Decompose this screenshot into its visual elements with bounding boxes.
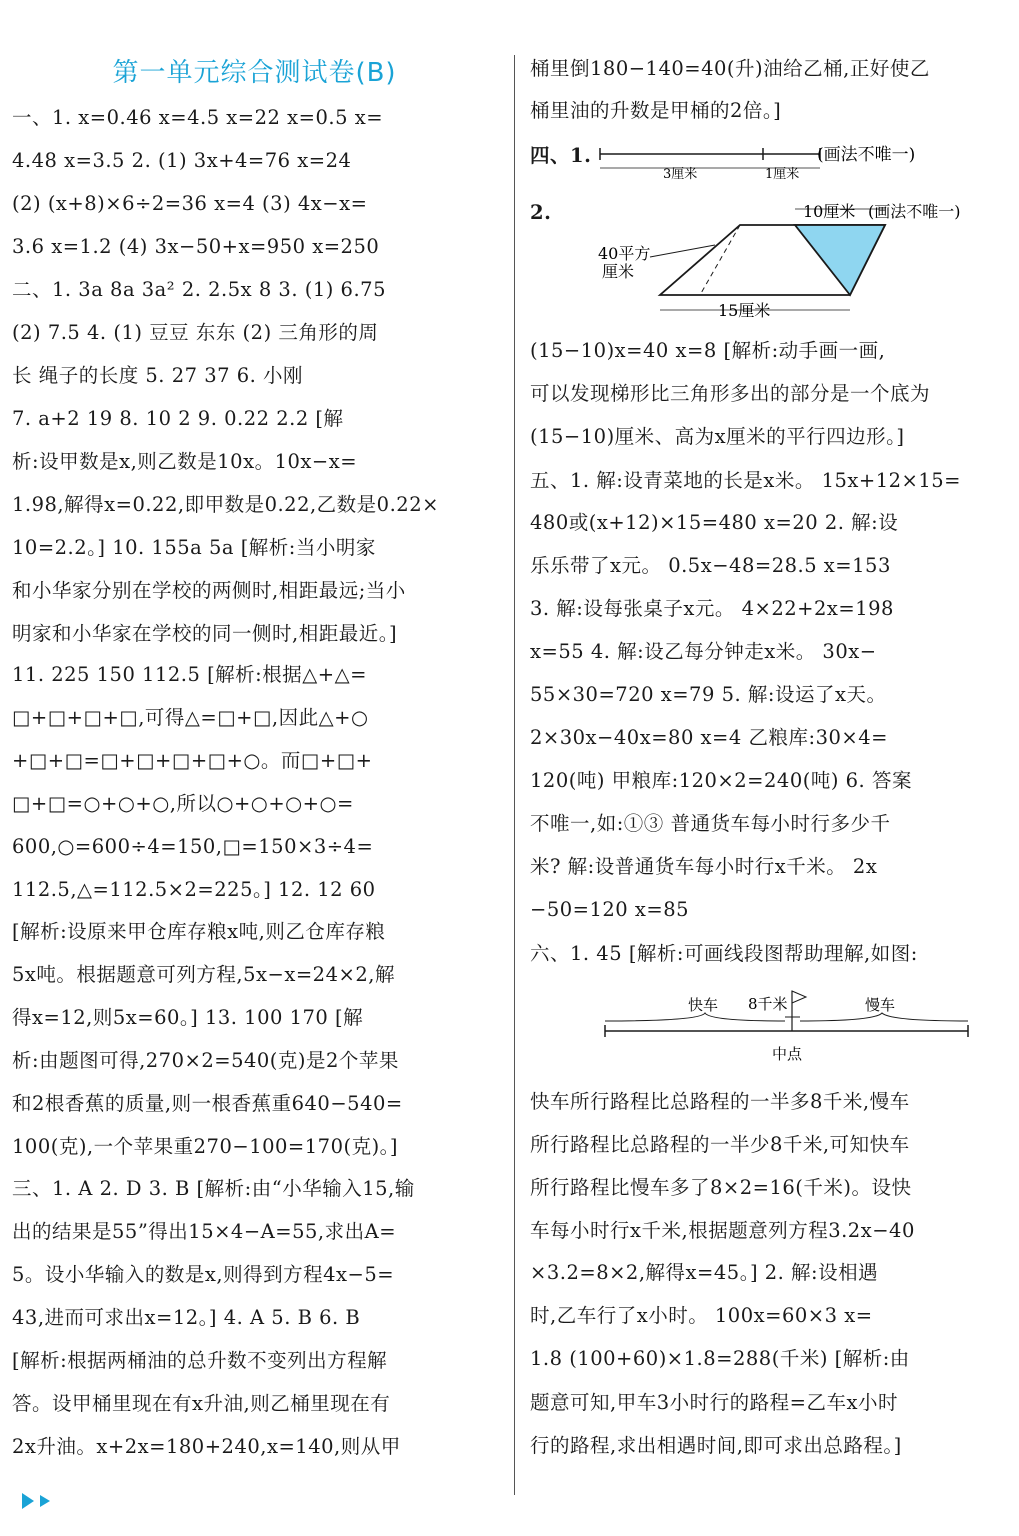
answer-line: 120(吨) 甲粮库:120×2=240(吨) 6. 答案	[530, 769, 912, 792]
arrow-icon	[40, 1495, 50, 1507]
midpoint-label: 中点	[772, 1045, 803, 1063]
gap-label: 8千米	[748, 995, 788, 1013]
answer-line: [解析:根据两桶油的总升数不变列出方程解	[12, 1349, 388, 1372]
answer-line: 米? 解:设普通货车每小时行x千米。 2x	[530, 855, 878, 878]
answer-line: 4.48 x=3.5 2. (1) 3x+4=76 x=24	[12, 149, 352, 172]
answer-line: 43,进而可求出x=12。] 4. A 5. B 6. B	[12, 1306, 361, 1329]
answer-line: 桶里倒180−140=40(升)油给乙桶,正好使乙	[530, 57, 930, 80]
column-divider	[514, 55, 515, 1495]
answer-line: 所行路程比总路程的一半少8千米,可知快车	[530, 1133, 910, 1156]
answer-line: 可以发现梯形比三角形多出的部分是一个底为	[530, 382, 931, 405]
answer-line: (2) 7.5 4. (1) 豆豆 东东 (2) 三角形的周	[12, 321, 379, 344]
trapezoid-diagram	[590, 195, 1010, 325]
answer-line: 2x升油。x+2x=180+240,x=140,则从甲	[12, 1435, 401, 1458]
trapezoid-bottom-label: 15厘米	[718, 301, 771, 320]
answer-line: 3. 解:设每张桌子x元。 4×22+2x=198	[530, 597, 894, 620]
flag-icon	[792, 991, 806, 1003]
right-column	[530, 0, 1008, 1536]
answer-line: 题意可知,甲车3小时行的路程=乙车x小时	[530, 1391, 898, 1414]
answer-line: 三、1. A 2. D 3. B [解析:由“小华输入15,输	[12, 1177, 415, 1200]
triangle-shape	[795, 225, 885, 295]
answer-line: ×3.2=8×2,解得x=45。] 2. 解:设相遇	[530, 1261, 879, 1284]
answer-line: 答。设甲桶里现在有x升油,则乙桶里现在有	[12, 1392, 391, 1415]
height-line	[700, 225, 740, 295]
answer-line: 11. 225 150 112.5 [解析:根据△+△=	[12, 663, 367, 686]
answer-line: 快车所行路程比总路程的一半多8千米,慢车	[530, 1090, 910, 1113]
answer-line: 7. a+2 19 8. 10 2 9. 0.22 2.2 [解	[12, 407, 344, 430]
answer-line: 桶里油的升数是甲桶的2倍。]	[530, 99, 782, 122]
answer-line: 时,乙车行了x小时。 100x=60×3 x=	[530, 1304, 873, 1327]
answer-line: 1.8 (100+60)×1.8=288(千米) [解析:由	[530, 1347, 910, 1370]
answer-line: 二、1. 3a 8a 3a² 2. 2.5x 8 3. (1) 6.75	[12, 278, 386, 301]
answer-line: [解析:设原来甲仓库存粮x吨,则乙仓库存粮	[12, 920, 386, 943]
answer-line: 和2根香蕉的质量,则一根香蕉重640−540=	[12, 1092, 403, 1115]
area-label: 40平方	[598, 244, 651, 263]
answer-line: (15−10)厘米、高为x厘米的平行四边形。]	[530, 425, 905, 448]
answer-line: 480或(x+12)×15=480 x=20 2. 解:设	[530, 511, 899, 534]
answer-line: 和小华家分别在学校的两侧时,相距最远;当小	[12, 579, 406, 602]
answer-line: 112.5,△=112.5×2=225。] 12. 12 60	[12, 878, 376, 901]
answer-line: 所行路程比慢车多了8×2=16(千米)。设快	[530, 1176, 912, 1199]
arrow-icon	[22, 1493, 34, 1509]
answer-line: 600,○=600÷4=150,□=150×3÷4=	[12, 835, 374, 858]
question-number: 2.	[530, 201, 552, 224]
answer-line: 3.6 x=1.2 (4) 3x−50+x=950 x=250	[12, 235, 380, 258]
answer-line: 析:由题图可得,270×2=540(克)是2个苹果	[12, 1049, 399, 1072]
answer-line: 明家和小华家在学校的同一侧时,相距最近。]	[12, 622, 398, 645]
segment-label-left: 3厘米	[663, 167, 698, 182]
segment-note: (画法不唯一)	[817, 145, 916, 165]
answer-line: −50=120 x=85	[530, 898, 690, 921]
answer-line: 六、1. 45 [解析:可画线段图帮助理解,如图:	[530, 942, 918, 965]
answer-line: 2×30x−40x=80 x=4 乙粮库:30×4=	[530, 726, 888, 749]
trapezoid-top-label: 10厘米	[803, 202, 856, 221]
answer-line: 得x=12,则5x=60。] 13. 100 170 [解	[12, 1006, 364, 1029]
answer-line: 出的结果是55”得出15×4−A=55,求出A=	[12, 1220, 397, 1243]
answer-line: 5。设小华输入的数是x,则得到方程4x−5=	[12, 1263, 395, 1286]
page-arrow-icon	[20, 1490, 70, 1512]
fast-car-brace	[605, 1013, 785, 1021]
answer-line: 10=2.2。] 10. 155a 5a [解析:当小明家	[12, 536, 376, 559]
segment-label-right: 1厘米	[765, 167, 800, 182]
answer-line: x=55 4. 解:设乙每分钟走x米。 30x−	[530, 640, 877, 663]
answer-line: 车每小时行x千米,根据题意列方程3.2x−40	[530, 1219, 915, 1242]
answer-line: 55×30=720 x=79 5. 解:设运了x天。	[530, 683, 887, 706]
road-diagram	[600, 985, 980, 1070]
question-number: 四、1.	[530, 144, 592, 167]
answer-line: (15−10)x=40 x=8 [解析:动手画一画,	[530, 339, 886, 362]
left-column	[12, 0, 497, 1536]
answer-line: (2) (x+8)×6÷2=36 x=4 (3) 4x−x=	[12, 192, 368, 215]
answer-line: 行的路程,求出相遇时间,即可求出总路程。]	[530, 1434, 902, 1457]
fast-car-label: 快车	[688, 996, 719, 1014]
answer-line: □+□=○+○+○,所以○+○+○+○=	[12, 792, 354, 815]
answer-line: 5x吨。根据题意可列方程,5x−x=24×2,解	[12, 963, 395, 986]
answer-line: +□+□=□+□+□+□+○。而□+□+	[12, 749, 373, 772]
answer-line: 不唯一,如:①③ 普通货车每小时行多少千	[530, 812, 891, 835]
answer-line: 五、1. 解:设青菜地的长是x米。 15x+12×15=	[530, 469, 962, 492]
segment-diagram	[595, 138, 1015, 183]
answer-line: 100(克),一个苹果重270−100=170(克)。]	[12, 1135, 399, 1158]
answer-line: □+□+□+□,可得△=□+□,因此△+○	[12, 706, 369, 729]
area-label: 厘米	[602, 262, 635, 281]
trapezoid-note: (画法不唯一)	[868, 202, 961, 221]
page-title: 第一单元综合测试卷(B)	[112, 58, 397, 88]
answer-line: 析:设甲数是x,则乙数是10x。10x−x=	[12, 450, 358, 473]
answer-line: 一、1. x=0.46 x=4.5 x=22 x=0.5 x=	[12, 106, 384, 129]
answer-line: 长 绳子的长度 5. 27 37 6. 小刚	[12, 364, 304, 387]
answer-line: 1.98,解得x=0.22,即甲数是0.22,乙数是0.22×	[12, 493, 439, 516]
slow-car-brace	[800, 1013, 968, 1021]
slow-car-label: 慢车	[865, 996, 896, 1014]
answer-line: 乐乐带了x元。 0.5x−48=28.5 x=153	[530, 554, 891, 577]
